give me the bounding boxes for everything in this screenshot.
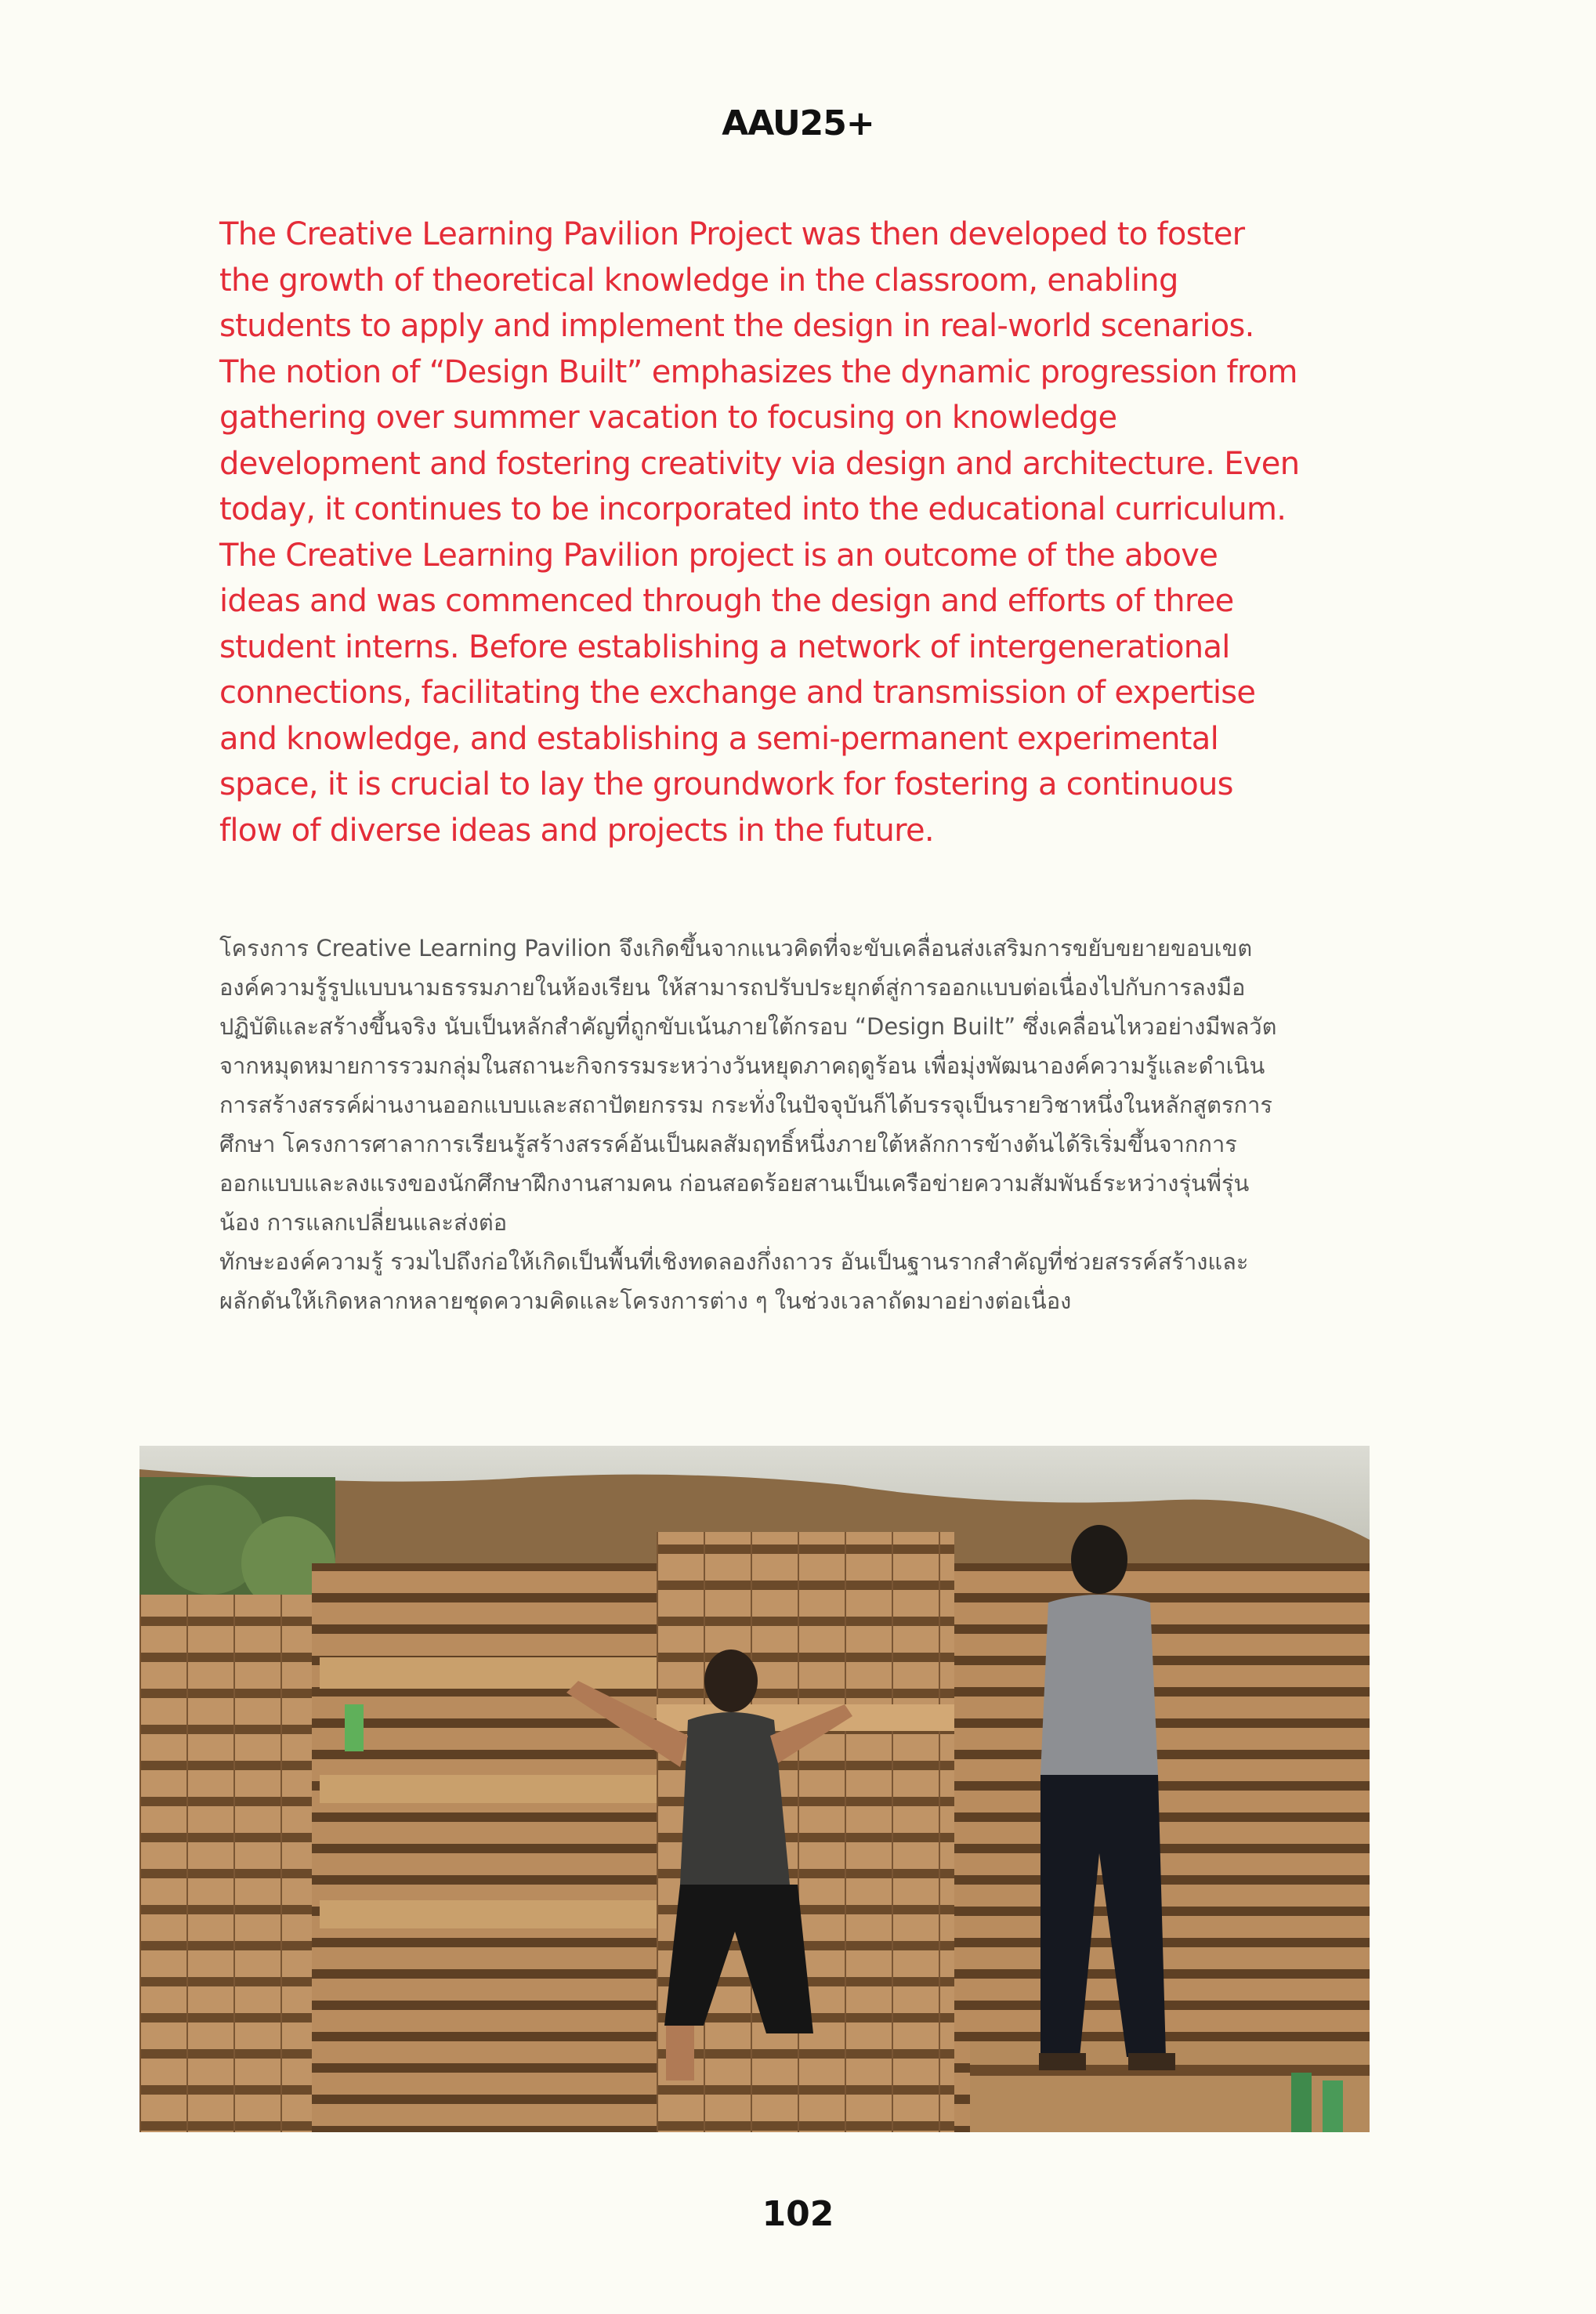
running-header: AAU25+: [722, 103, 874, 143]
english-paragraph: The Creative Learning Pavilion Project was then developed to foster the growth of theoretical knowledge in the classroom, enabling students to apply and implement the design in real-world scenarios. The notion of “Design Built” emphasizes the dynamic progression from gathering over summer vacation to focusing on knowledge development and fostering creativity via design and architecture. Even today, it continues to be incorporated into the educational curriculum. The Creative Learning Pavilion project is an outcome of the above ideas and was commenced through the design and efforts of three student interns. Before establishing a network of intergenerational connections, facilitating the exchange and transmission of expertise and knowledge, and establishing a semi-permanent experimental space, it is crucial to lay the groundwork for fostering a continuous flow of diverse ideas and projects in the future.: [219, 216, 1300, 849]
thai-paragraph-1: โครงการ Creative Learning Pavilion จึงเกิดขึ้นจากแนวคิดที่จะขับเคลื่อนส่งเสริมการขยับขยายขอบเขตองค์ความรู้รูปแบบนามธรรมภายในห้องเรียน ให้สามารถปรับประยุกต์สู่การออกแบบต่อเนื่องไปกับการลงมือปฏิบัติและสร้างขึ้นจริง นับเป็นหลักสำคัญที่ถูกขับเน้นภายใต้กรอบ “Design Built” ซึ่งเคลื่อนไหวอย่างมีพลวัต จากหมุดหมายการรวมกลุ่มในสถานะกิจกรรมระหว่างวันหยุดภาคฤดูร้อน เพื่อมุ่งพัฒนาองค์ความรู้และดำเนินการสร้างสรรค์ผ่านงานออกแบบและสถาปัตยกรรม กระทั่งในปัจจุบันก็ได้บรรจุเป็นรายวิชาหนึ่งในหลักสูตรการศึกษา โครงการศาลาการเรียนรู้สร้างสรรค์อันเป็นผลสัมฤทธิ์หนึ่งภายใต้หลักการข้างต้นได้ริเริ่มขึ้นจากการออกแบบและลงแรงของนักศึกษาฝึกงานสามคน ก่อนสอดร้อยสานเป็นเครือข่ายความสัมพันธ์ระหว่างรุ่นพี่รุ่นน้อง การแลกเปลี่ยนและส่งต่อ: [219, 935, 1277, 1236]
thai-text-block: [219, 929, 1281, 1320]
thai-paragraph-2: ทักษะองค์ความรู้ รวมไปถึงก่อให้เกิดเป็นพื้นที่เชิงทดลองกึ่งถาวร อันเป็นฐานรากสำคัญที่ช่วยสรรค์สร้างและผลักดันให้เกิดหลากหลายชุดความคิดและโครงการต่าง ๆ ในช่วงเวลาถัดมาอย่างต่อเนื่อง: [219, 1248, 1249, 1314]
page-number: 102: [762, 2194, 834, 2234]
pavilion-construction-photo: [139, 1446, 1370, 2132]
